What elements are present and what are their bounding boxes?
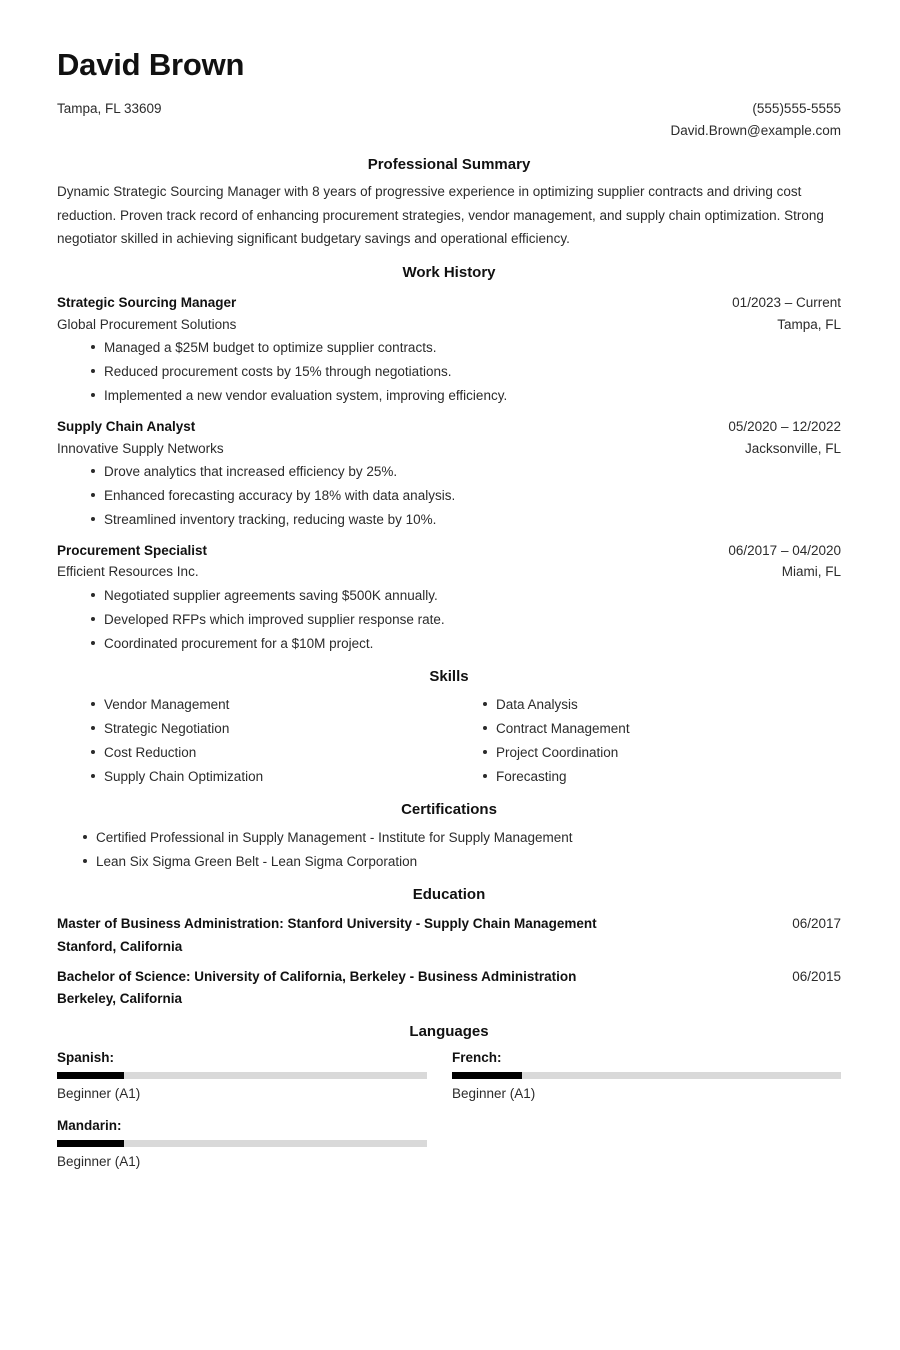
section-heading-skills: Skills	[429, 667, 469, 685]
education-degree-row	[57, 966, 841, 989]
education-entry	[57, 966, 841, 1011]
skills-section	[57, 666, 841, 790]
education-date: 06/2017	[792, 916, 841, 932]
job-location: Tampa, FL	[777, 316, 841, 332]
education-date: 06/2015	[792, 968, 841, 984]
skills-list-left	[57, 693, 449, 789]
language-level: Beginner (A1)	[452, 1086, 536, 1102]
language-name: Mandarin:	[57, 1118, 122, 1134]
section-heading-languages: Languages	[409, 1022, 489, 1040]
phone-text: (555)555-5555	[752, 101, 841, 117]
education-section	[57, 884, 841, 1011]
job-bullet: Streamlined inventory tracking, reducing waste by 10%.	[104, 508, 841, 532]
skill-item: Strategic Negotiation	[104, 717, 449, 741]
job-title: Strategic Sourcing Manager	[57, 295, 237, 311]
language-proficiency-fill	[57, 1072, 124, 1079]
languages-section	[57, 1021, 841, 1183]
job-title-row	[57, 292, 841, 313]
work-history-section	[57, 262, 841, 656]
job-bullet: Coordinated procurement for a $10M project.	[104, 632, 841, 656]
job-bullet: Managed a $25M budget to optimize supplier contracts.	[104, 336, 841, 360]
certification-item: Certified Professional in Supply Management - Institute for Supply Management	[96, 826, 841, 850]
job-title-row	[57, 416, 841, 437]
language-level: Beginner (A1)	[57, 1153, 141, 1169]
job-dates: 01/2023 – Current	[732, 295, 841, 311]
education-entry	[57, 913, 841, 958]
section-heading-summary: Professional Summary	[367, 155, 531, 173]
job-bullet: Drove analytics that increased efficiency by 25%.	[104, 460, 841, 484]
job-bullet-list	[57, 460, 841, 532]
job-entry	[57, 416, 841, 532]
certification-item: Lean Six Sigma Green Belt - Lean Sigma Corporation	[96, 850, 841, 874]
certifications-section	[57, 799, 841, 874]
language-item-spanish	[57, 1047, 449, 1105]
job-title: Supply Chain Analyst	[57, 419, 196, 435]
job-entry	[57, 292, 841, 408]
contact-address-block	[57, 98, 162, 120]
language-proficiency-bar	[452, 1072, 841, 1079]
email-text: David.Brown@example.com	[670, 122, 841, 138]
section-heading-certifications: Certifications	[401, 801, 497, 819]
job-company-row	[57, 314, 841, 335]
skills-column-left	[57, 692, 449, 789]
job-dates: 05/2020 – 12/2022	[728, 419, 841, 435]
job-location: Miami, FL	[781, 564, 841, 580]
job-company: Efficient Resources Inc.	[57, 564, 199, 580]
education-location: Stanford, California	[57, 938, 183, 954]
job-bullet: Enhanced forecasting accuracy by 18% with data analysis.	[104, 484, 841, 508]
skill-item: Data Analysis	[496, 693, 841, 717]
language-name: Spanish:	[57, 1050, 115, 1066]
section-heading-education: Education	[412, 885, 486, 903]
section-heading-work-history: Work History	[402, 263, 496, 281]
language-name: French:	[452, 1050, 502, 1066]
job-title: Procurement Specialist	[57, 542, 208, 558]
candidate-name: David Brown	[57, 47, 245, 82]
resume-header	[57, 48, 841, 142]
job-location: Jacksonville, FL	[744, 440, 841, 456]
skill-item: Vendor Management	[104, 693, 449, 717]
job-company: Innovative Supply Networks	[57, 440, 224, 456]
job-bullet: Reduced procurement costs by 15% through negotiations.	[104, 360, 841, 384]
job-title-row	[57, 540, 841, 561]
education-degree: Master of Business Administration: Stanford University - Supply Chain Management	[57, 916, 597, 932]
contact-row	[57, 98, 841, 142]
address-text: Tampa, FL 33609	[57, 101, 162, 117]
skills-columns	[57, 692, 841, 789]
job-company-row	[57, 438, 841, 459]
professional-summary-section	[57, 154, 841, 250]
job-entry	[57, 540, 841, 656]
language-proficiency-fill	[452, 1072, 522, 1079]
skill-item: Cost Reduction	[104, 741, 449, 765]
languages-grid	[57, 1047, 841, 1182]
job-bullet: Negotiated supplier agreements saving $500K annually.	[104, 584, 841, 608]
job-company: Global Procurement Solutions	[57, 316, 237, 332]
language-level: Beginner (A1)	[57, 1086, 141, 1102]
language-proficiency-fill	[57, 1140, 124, 1147]
language-item-mandarin	[57, 1115, 449, 1173]
contact-details-block	[670, 98, 841, 142]
summary-text: Dynamic Strategic Sourcing Manager with 8 years of progressive experience in optimizing supplier contracts and driving cost reduction. Proven track record of enhancing procurement strategies, vendor management, and supply chain optimization. Strong negotiator skilled in achieving significant budgetary savings and operational efficiency.	[57, 184, 824, 246]
skills-column-right	[449, 692, 841, 789]
language-item-french	[449, 1047, 841, 1105]
education-degree: Bachelor of Science: University of California, Berkeley - Business Administration	[57, 968, 577, 984]
job-company-row	[57, 561, 841, 582]
education-degree-row	[57, 913, 841, 936]
job-bullet-list	[57, 584, 841, 656]
skills-list-right	[449, 693, 841, 789]
job-bullet: Implemented a new vendor evaluation system, improving efficiency.	[104, 384, 841, 408]
education-location: Berkeley, California	[57, 991, 183, 1007]
job-bullet: Developed RFPs which improved supplier response rate.	[104, 608, 841, 632]
language-proficiency-bar	[57, 1140, 427, 1147]
skill-item: Supply Chain Optimization	[104, 765, 449, 789]
skill-item: Project Coordination	[496, 741, 841, 765]
job-bullet-list	[57, 336, 841, 408]
job-dates: 06/2017 – 04/2020	[728, 542, 841, 558]
certifications-list	[57, 826, 841, 874]
language-proficiency-bar	[57, 1072, 427, 1079]
skill-item: Forecasting	[496, 765, 841, 789]
skill-item: Contract Management	[496, 717, 841, 741]
